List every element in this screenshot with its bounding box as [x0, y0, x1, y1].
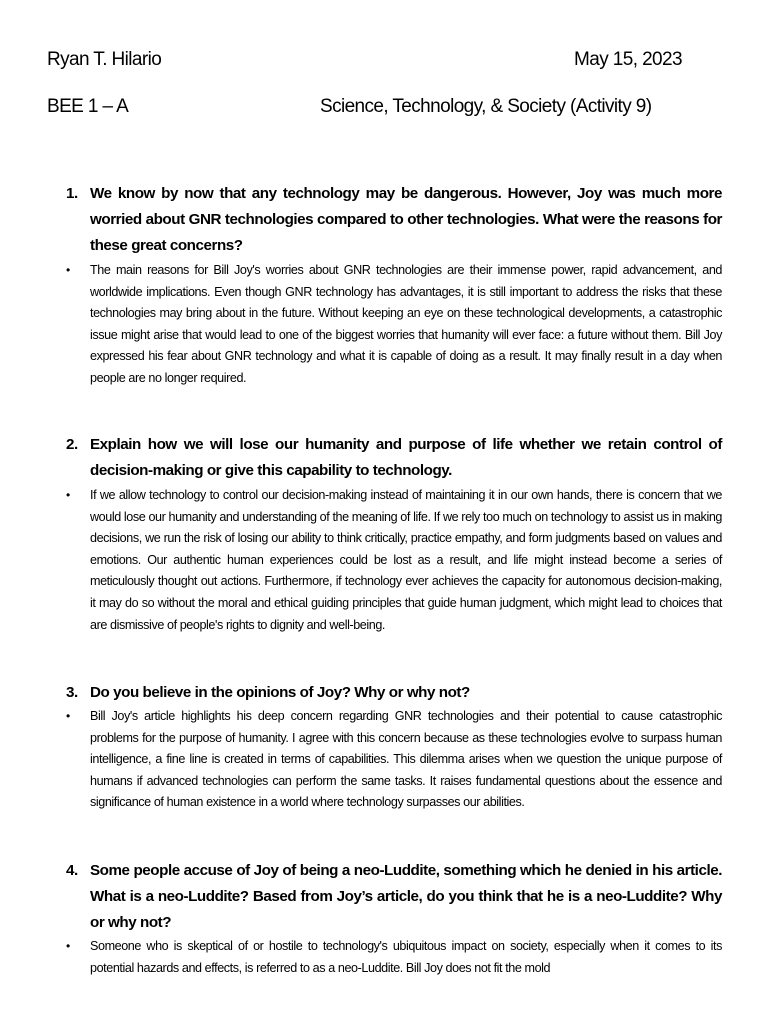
question-number: 1. [66, 185, 78, 202]
course-title: Science, Technology, & Society (Activity 9) [320, 96, 652, 117]
answer-3 [66, 706, 722, 814]
answer-4 [66, 936, 722, 979]
answer-text: If we allow technology to control our decision-making instead of maintaining it in our own hands, there is concern that we would lose our humanity and understanding of the meaning of life. If we rely too much on technology to assist us in making decisions, we run the risk of losing our ability to think critically, practice empathy, and form judgments based on values and emotions. Our authentic human experiences could be lost as a result, and life might instead become a series of meticulously thought out actions. Furthermore, if technology ever achieves the capacity for autonomous decision-making, it may do so without the moral and ethical guiding principles that guide human judgment, which might lead to choices that are dismissive of people's rights to dignity and well-being. [90, 488, 722, 632]
question-3 [66, 680, 722, 706]
question-text: Do you believe in the opinions of Joy? Why or why not? [90, 684, 470, 701]
question-number: 4. [66, 862, 78, 879]
bullet-icon: • [66, 488, 70, 502]
question-text: We know by now that any technology may be dangerous. However, Joy was much more worried about GNR technologies compared to other technologies. What were the reasons for these great concerns? [90, 185, 722, 254]
student-name: Ryan T. Hilario [47, 49, 162, 70]
question-text: Explain how we will lose our humanity and purpose of life whether we retain control of decision-making or give this capability to technology. [90, 436, 722, 479]
document-date: May 15, 2023 [574, 49, 682, 70]
answer-text: Someone who is skeptical of or hostile to technology's ubiquitous impact on society, especially when it comes to its potential hazards and effects, is referred to as a neo-Luddite. Bill Joy does not fit the mold [90, 939, 722, 975]
answer-2 [66, 485, 722, 636]
bullet-icon: • [66, 263, 70, 277]
question-number: 2. [66, 436, 78, 453]
question-number: 3. [66, 684, 78, 701]
question-text: Some people accuse of Joy of being a neo-Luddite, something which he denied in his article. What is a neo-Luddite? Based from Joy’s article, do you think that he is a neo-Luddite? Why or why not? [90, 862, 722, 931]
answer-1 [66, 260, 722, 390]
bullet-icon: • [66, 709, 70, 723]
question-1 [66, 181, 722, 259]
bullet-icon: • [66, 939, 70, 953]
answer-text: Bill Joy's article highlights his deep concern regarding GNR technologies and their potential to cause catastrophic problems for the purpose of humanity. I agree with this concern because as these technologies evolve to surpass human intelligence, a fine line is created in terms of capabilities. This dilemma arises when we question the unique purpose of humans if advanced technologies can perform the same tasks. It raises fundamental questions about the essence and significance of human existence in a world where technology surpasses our abilities. [90, 709, 722, 810]
question-4 [66, 858, 722, 936]
question-2 [66, 432, 722, 484]
answer-text: The main reasons for Bill Joy's worries about GNR technologies are their immense power, rapid advancement, and worldwide implications. Even though GNR technology has advantages, it is still important to address the risks that these technologies may bring about in the future. Without keeping an eye on these technological developments, a catastrophic issue might arise that would lead to one of the biggest worries that humanity will ever face: a future without them. Bill Joy expressed his fear about GNR technology and what it is capable of doing as a result. It may finally result in a day when people are no longer required. [90, 263, 722, 385]
class-section: BEE 1 – A [47, 96, 129, 117]
